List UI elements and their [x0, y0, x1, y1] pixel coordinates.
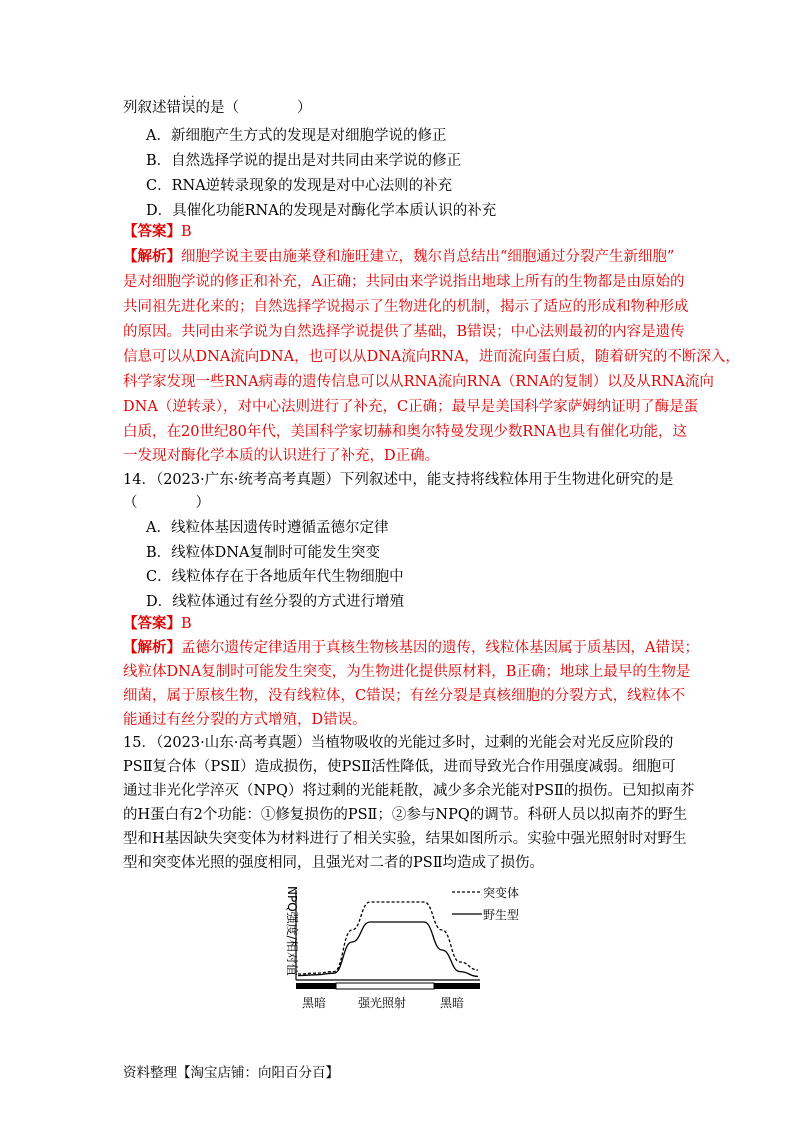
phase-label-dark-1: 黑暗: [302, 996, 327, 1010]
q13-analysis-line: DNA（逆转录），对中心法则进行了补充，C正确；最早是美国科学家萨姆纳证明了酶是蛋: [123, 399, 699, 415]
legend-label-mutant: 突变体: [483, 886, 520, 900]
legend-label-wildtype: 野生型: [483, 908, 520, 922]
q15-stem: 15．（2023·山东·高考真题）当植物吸收的光能过多时，过剩的光能会对光反应阶段的: [123, 735, 674, 751]
phase-label-dark-2: 黑暗: [440, 996, 465, 1010]
answer-value: B: [181, 224, 192, 240]
q13-analysis-line: 是对细胞学说的修正和补充，A正确；共同由来学说指出地球上所有的生物都是由原始的: [123, 274, 685, 290]
phase-bar-light: [336, 983, 434, 989]
analysis-tag: 【解析】: [123, 639, 181, 656]
q13-stem-tail: 列叙述错误的是（ ）: [123, 100, 312, 116]
footer-note: 资料整理【淘宝店铺：向阳百分百】: [123, 1065, 339, 1081]
q14-stem: （ ）: [123, 495, 210, 511]
phase-bar-dark-1: [296, 983, 336, 989]
q13-option-d: D．具催化功能RNA的发现是对酶化学本质认识的补充: [146, 203, 497, 219]
answer-value: B: [181, 616, 192, 632]
q14-option-c: C．线粒体存在于各地质年代生物细胞中: [146, 569, 404, 585]
phase-label-light: 强光照射: [358, 996, 407, 1010]
q14-analysis-line: 线粒体DNA复制时可能发生突变，为生物进化提供原材料，B正确；地球上最早的生物是: [123, 664, 691, 680]
q13-analysis-line: 共同祖先进化来的；自然选择学说揭示了生物进化的机制，揭示了适应的形成和物种形成: [123, 299, 689, 315]
answer-tag: 【答案】: [123, 223, 181, 240]
q14-analysis-line: 细菌，属于原核生物，没有线粒体，C错误；有丝分裂是真核细胞的分裂方式，线粒体不: [123, 688, 686, 704]
q13-answer: [123, 222, 192, 242]
q14-option-a: A．线粒体基因遗传时遵循孟德尔定律: [146, 520, 389, 536]
q13-analysis-line: 信息可以从DNA流向DNA，也可以从DNA流向RNA，进而流向蛋白质，随着研究的不断深入，: [123, 349, 740, 365]
q15-stem: 型和突变体光照的强度相同，且强光对二者的PSⅡ均造成了损伤。: [123, 855, 545, 871]
npq-chart: [270, 880, 520, 1015]
q14-analysis-line: 能通过有丝分裂的方式增殖，D错误。: [123, 712, 367, 728]
phase-bar-dark-2: [434, 983, 480, 989]
analysis-text: 细胞学说主要由施莱登和施旺建立，魏尔肖总结出“细胞通过分裂产生新细胞”: [181, 249, 675, 265]
q14-option-d: D．线粒体通过有丝分裂的方式进行增殖: [146, 594, 405, 610]
series-line-wildtype: [298, 922, 478, 976]
q14-answer: [123, 614, 192, 634]
answer-tag: 【答案】: [123, 615, 181, 632]
analysis-text: 孟德尔遗传定律适用于真核生物核基因的遗传，线粒体基因属于质基因，A错误；: [181, 640, 699, 656]
emphasis-dots: ··: [183, 92, 200, 103]
q13-analysis-line: 白质，在20世纪80年代，美国科学家切赫和奥尔特曼发现少数RNA也具有催化功能，这: [123, 424, 687, 440]
q14-stem: 14．（2023·广东·统考高考真题）下列叙述中，能支持将线粒体用于生物进化研究的是: [123, 472, 674, 488]
q15-stem: 通过非光化学淬灭（NPQ）将过剩的光能耗散，减少多余光能对PSⅡ的损伤。已知拟南芥: [123, 783, 695, 799]
q13-analysis-line: 的原因。共同由来学说为自然选择学说提供了基础，B错误；中心法则最初的内容是遗传: [123, 324, 685, 340]
q14-option-b: B．线粒体DNA复制时可能发生突变: [146, 545, 380, 561]
q13-analysis-line: [123, 247, 674, 267]
series-layer: [298, 902, 478, 976]
q13-option-c: C．RNA逆转录现象的发现是对中心法则的补充: [146, 178, 453, 194]
q13-option-b: B．自然选择学说的提出是对共同由来学说的修正: [146, 153, 462, 169]
q13-analysis-line: 一发现对酶化学本质的认识进行了补充，D正确。: [123, 448, 440, 464]
q15-stem: PSⅡ复合体（PSⅡ）造成损伤，使PSⅡ活性降低，进而导致光合作用强度减弱。细胞可: [123, 759, 676, 775]
q15-stem: 的H蛋白有2个功能：①修复损伤的PSⅡ；②参与NPQ的调节。科研人员以拟南芥的野生: [123, 807, 688, 823]
q13-analysis-line: 科学家发现一些RNA病毒的遗传信息可以从RNA流向RNA（RNA的复制）以及从RNA流向: [123, 374, 714, 390]
q13-option-a: A．新细胞产生方式的发现是对细胞学说的修正: [146, 128, 447, 144]
y-axis-label: NPQ强度/相对值: [285, 886, 299, 976]
series-line-mutant: [298, 902, 478, 974]
q14-analysis-line: [123, 638, 699, 658]
q15-stem: 型和H基因缺失突变体为材料进行了相关实验，结果如图所示。实验中强光照射时对野生: [123, 831, 687, 847]
analysis-tag: 【解析】: [123, 248, 181, 265]
